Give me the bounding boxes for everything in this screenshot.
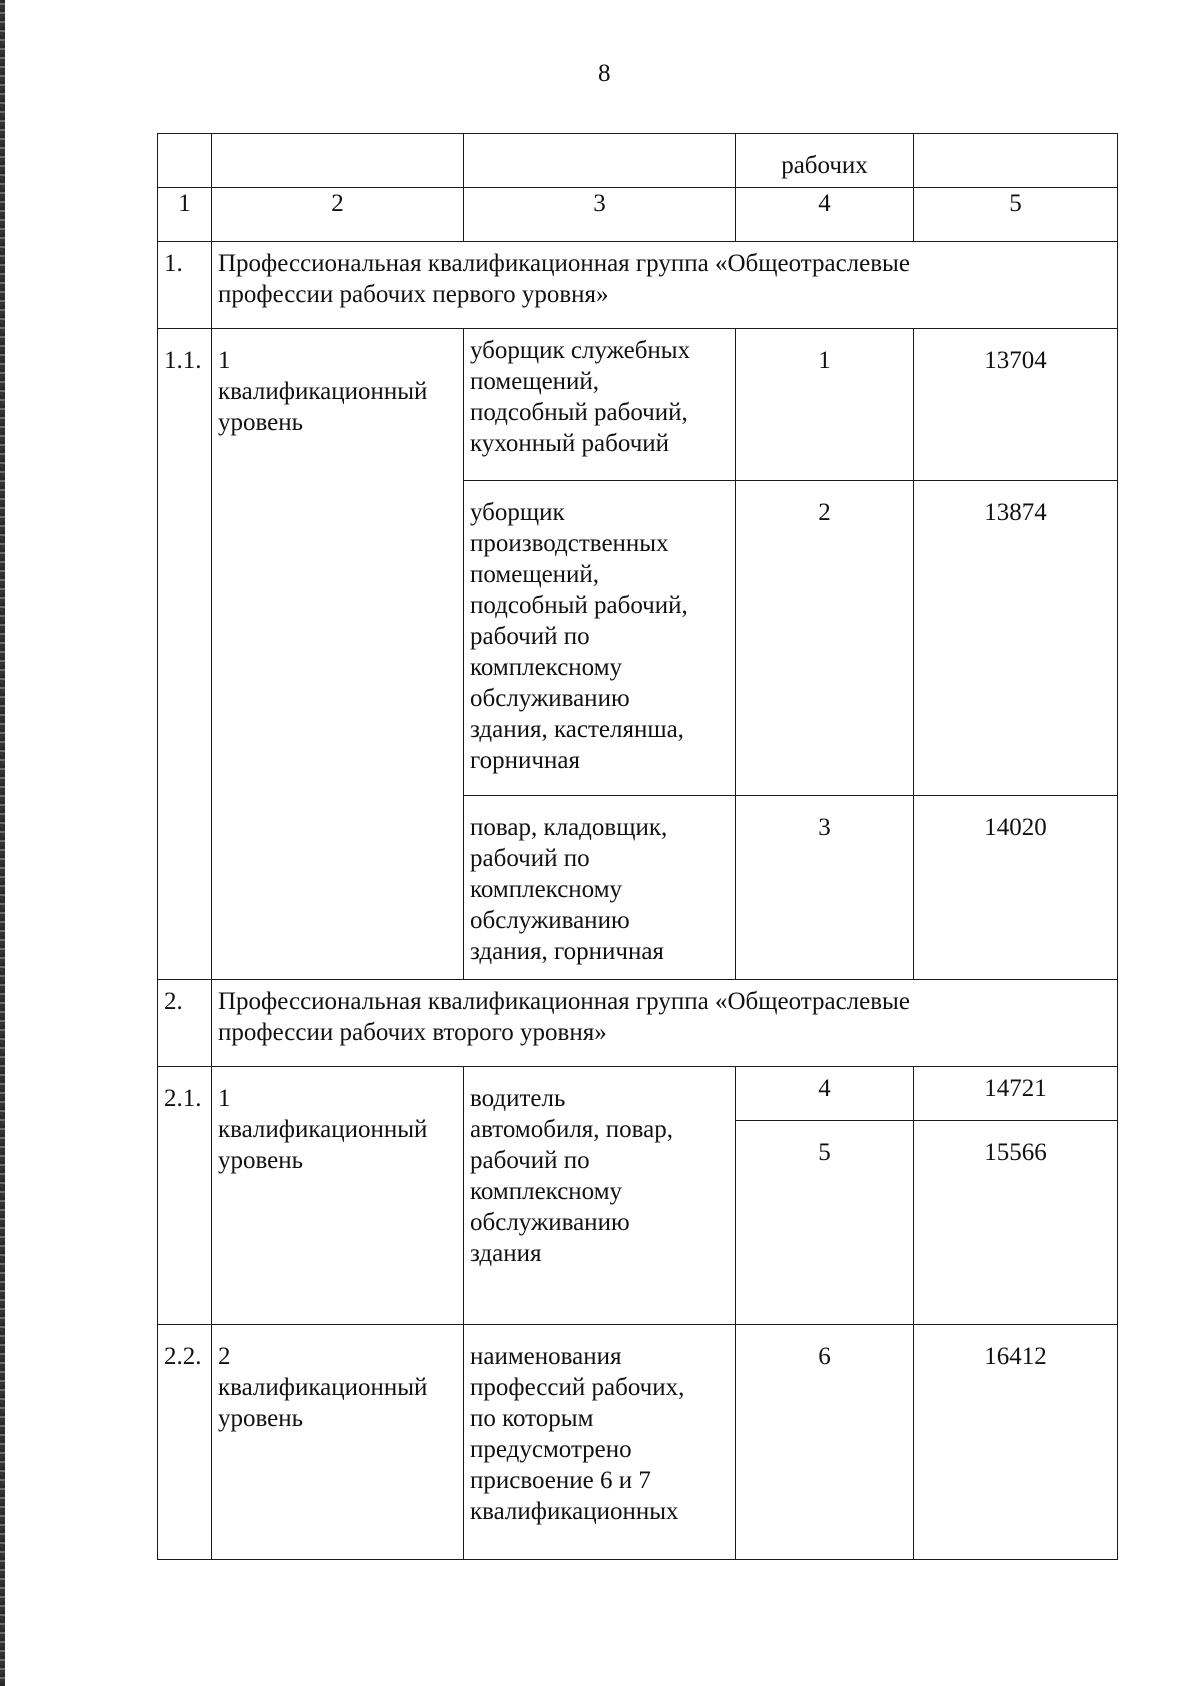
level-name: 2 квалификационный уровень: [212, 1325, 464, 1560]
professions-cell: уборщик служебных помещений, подсобный рабочий, кухонный рабочий: [464, 329, 736, 481]
table-cell: рабочих: [736, 134, 914, 188]
group-title: Профессиональная квалификационная группа «Общеотраслевые профессии рабочих второго уровня»: [212, 980, 1118, 1067]
table-cell: [914, 134, 1118, 188]
salary-cell: 16412: [914, 1325, 1118, 1560]
salary-cell: 13874: [914, 481, 1118, 796]
grade-cell: 5: [736, 1121, 914, 1325]
level-number: 1.1.: [158, 329, 212, 980]
professions-cell: повар, кладовщик, рабочий по комплексному обслуживанию здания, горничная: [464, 796, 736, 980]
column-number: 2: [212, 188, 464, 242]
column-number: 3: [464, 188, 736, 242]
table-cell: [158, 134, 212, 188]
grade-cell: 3: [736, 796, 914, 980]
qualification-table: [157, 133, 1118, 1560]
professions-cell: уборщик производственных помещений, подсобный рабочий, рабочий по комплексному обслуживанию здания, кастелянша, горничная: [464, 481, 736, 796]
table-cell: [464, 134, 736, 188]
grade-cell: 2: [736, 481, 914, 796]
column-number: 5: [914, 188, 1118, 242]
salary-cell: 14020: [914, 796, 1118, 980]
table-row: [158, 1325, 1118, 1560]
table-row: [158, 1067, 1118, 1121]
column-number: 1: [158, 188, 212, 242]
salary-cell: 14721: [914, 1067, 1118, 1121]
professions-cell: наименования профессий рабочих, по которым предусмотрено присвоение 6 и 7 квалификационных: [464, 1325, 736, 1560]
grade-cell: 1: [736, 329, 914, 481]
level-number: 2.1.: [158, 1067, 212, 1325]
table-row: [158, 329, 1118, 481]
column-number-row: [158, 188, 1118, 242]
scan-edge: [0, 0, 5, 1686]
salary-cell: 13704: [914, 329, 1118, 481]
table-cell: [212, 134, 464, 188]
grade-cell: 4: [736, 1067, 914, 1121]
professions-cell: водитель автомобиля, повар, рабочий по комплексному обслуживанию здания: [464, 1067, 736, 1325]
salary-cell: 15566: [914, 1121, 1118, 1325]
group-title: Профессиональная квалификационная группа «Общеотраслевые профессии рабочих первого уровня»: [212, 242, 1118, 329]
grade-cell: 6: [736, 1325, 914, 1560]
level-name: 1 квалификационный уровень: [212, 1067, 464, 1325]
level-number: 2.2.: [158, 1325, 212, 1560]
group-row: [158, 980, 1118, 1067]
page-number: 8: [598, 60, 611, 87]
table-row: [158, 134, 1118, 188]
group-number: 2.: [158, 980, 212, 1067]
column-number: 4: [736, 188, 914, 242]
level-name: 1 квалификационный уровень: [212, 329, 464, 980]
group-number: 1.: [158, 242, 212, 329]
group-row: [158, 242, 1118, 329]
